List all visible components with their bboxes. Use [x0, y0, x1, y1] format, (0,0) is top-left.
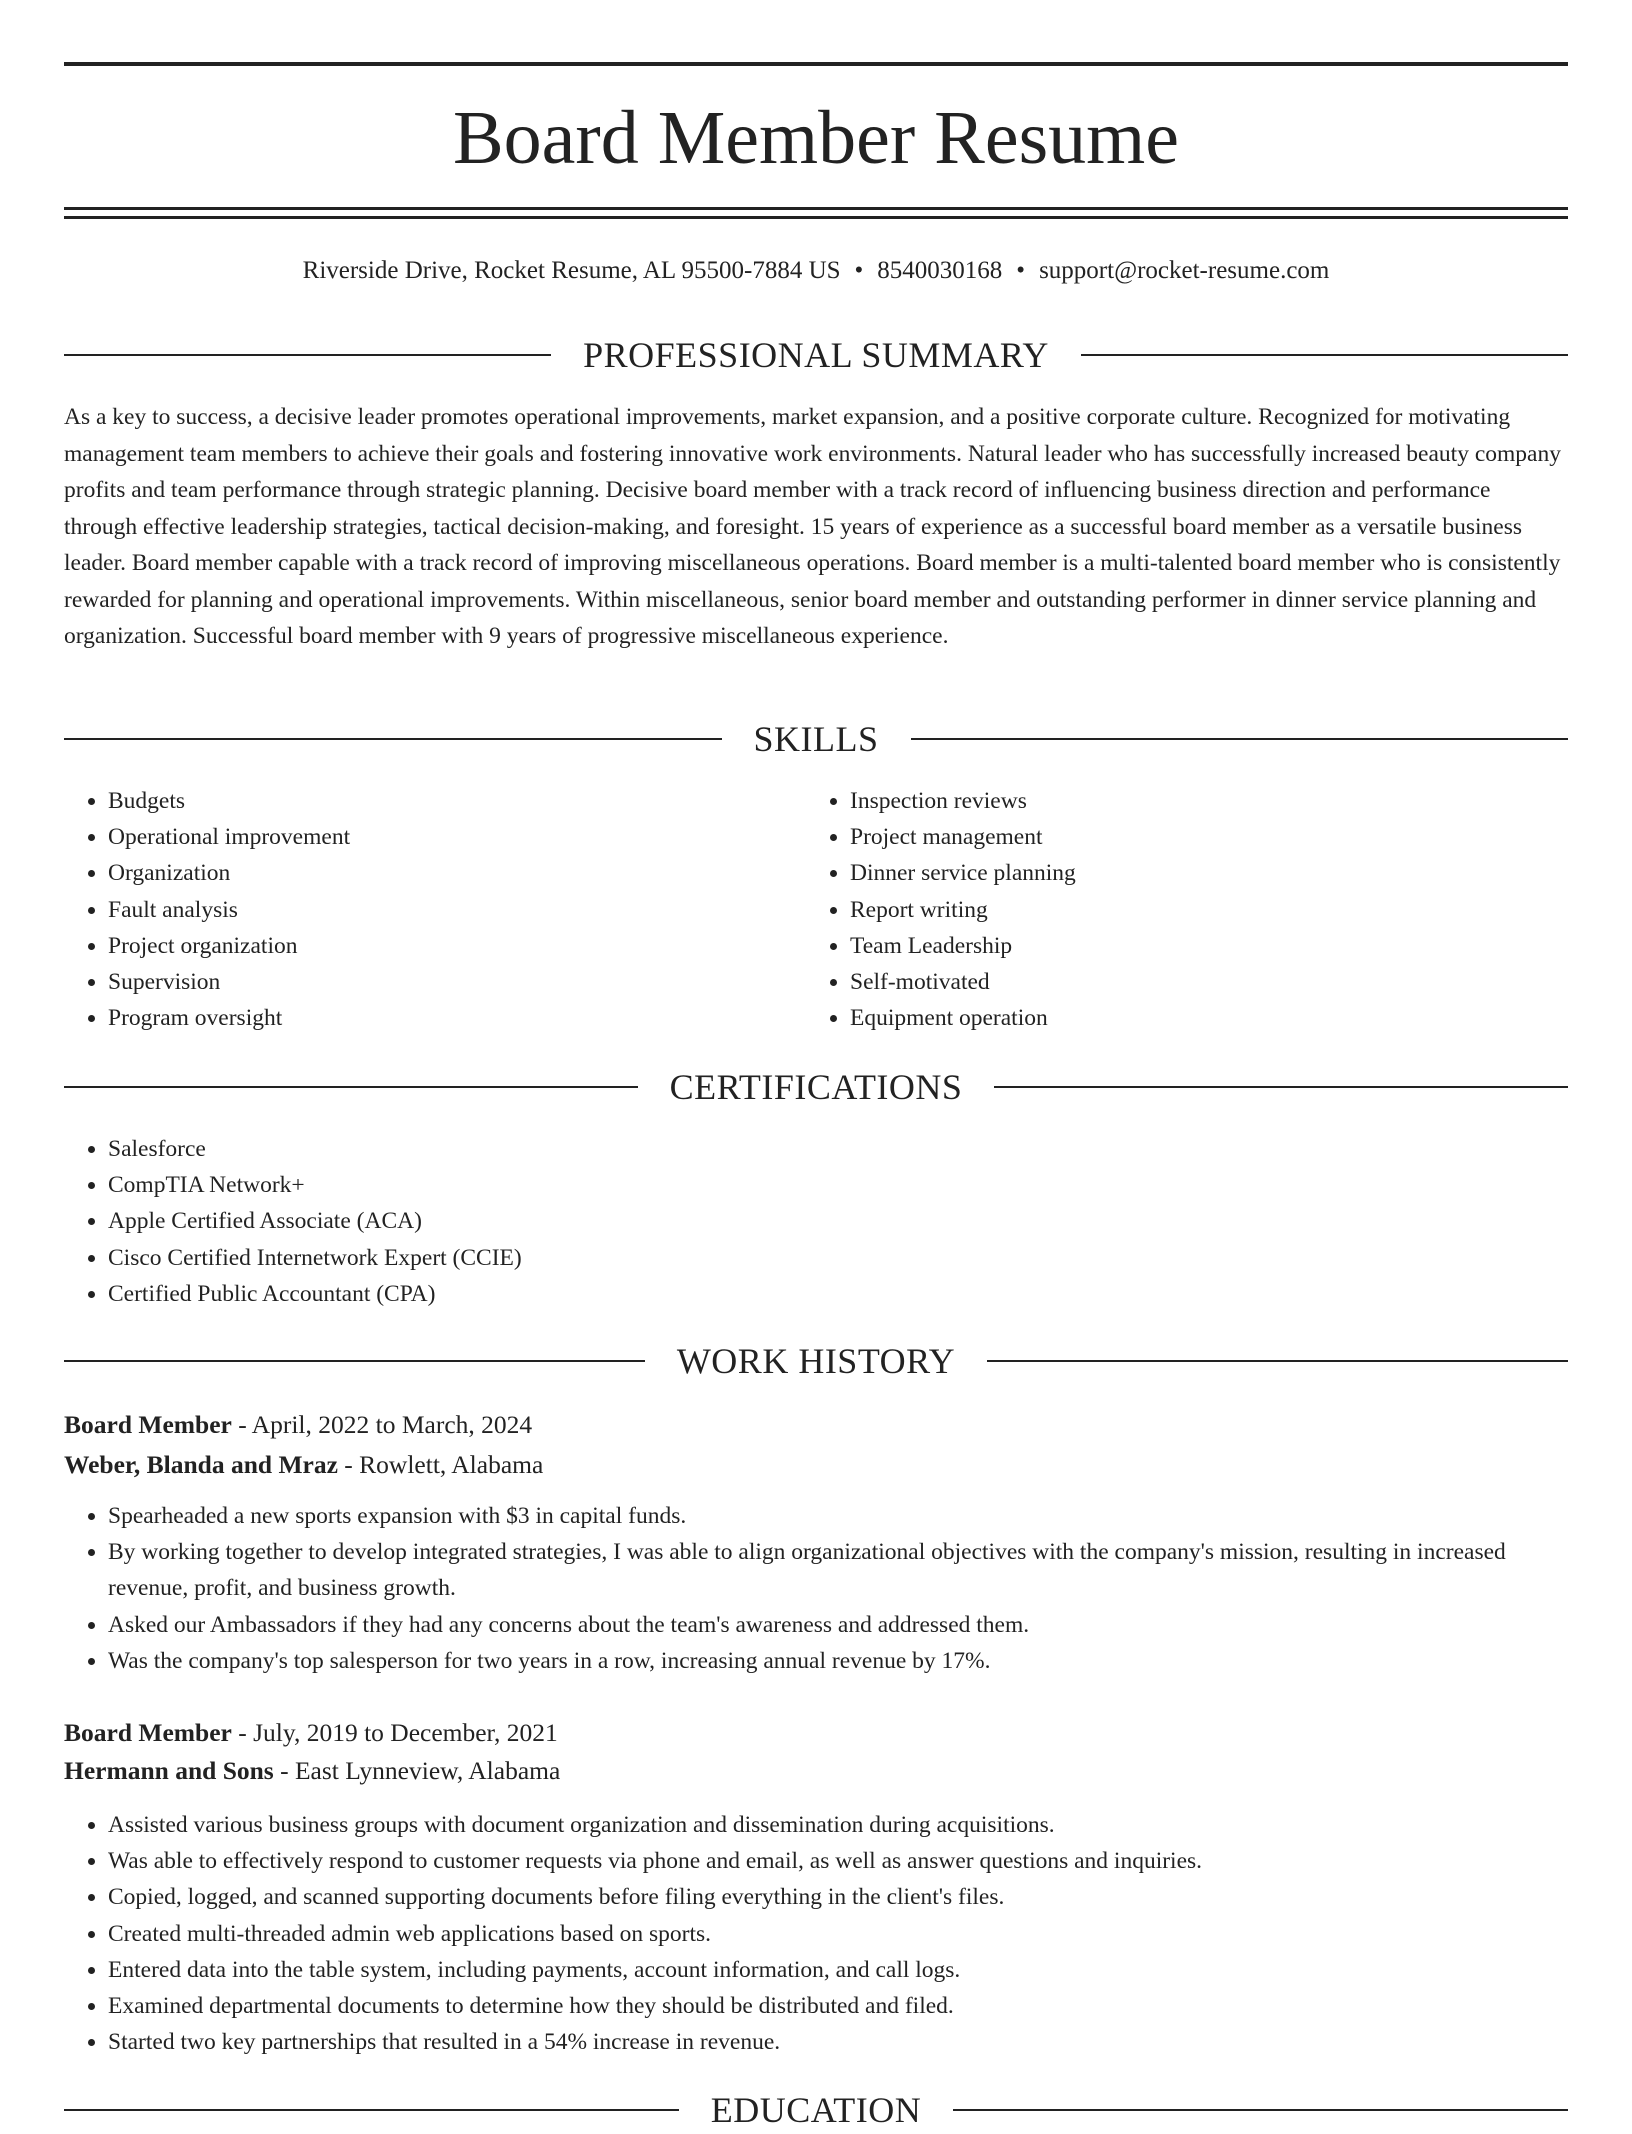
- section-title: EDUCATION: [710, 2090, 922, 2130]
- section-heading-summary: [64, 331, 1568, 379]
- contact-line: [64, 253, 1568, 289]
- skill-item: • Fault analysis: [108, 892, 764, 928]
- skill-item: • Report writing: [850, 892, 1506, 928]
- skill-item: • Self-motivated: [850, 964, 1506, 1000]
- job-company: Hermann and Sons: [64, 1756, 274, 1785]
- job-title-line: [64, 1406, 1568, 1444]
- heading-rule: [987, 1360, 1568, 1362]
- contact-address: Riverside Drive, Rocket Resume, AL 95500-7884 US: [302, 257, 841, 284]
- skills-column-left: [64, 783, 764, 1036]
- contact-separator: •: [854, 257, 864, 284]
- job-bullet: • Examined departmental documents to determine how they should be distributed and filed.: [108, 1988, 1568, 2024]
- job-bullets: [64, 1807, 1568, 2060]
- summary-paragraph: As a key to success, a decisive leader promotes operational improvements, market expansion, and a positive corporate culture. Recognized for motivating management team members to achieve their goals and fostering innovative work environments. Natural leader who has successfully increased beauty company profits and team performance through strategic planning. Decisive board member with a track record of influencing business direction and performance through effective leadership strategies, tactical decision-making, and foresight. 15 years of experience as a successful board member as a versatile business leader. Board member capable with a track record of improving miscellaneous operations. Board member is a multi-talented board member who is consistently rewarded for planning and operational improvements. Within miscellaneous, senior board member and outstanding performer in dinner service planning and organization. Successful board member with 9 years of progressive miscellaneous experience.: [64, 404, 1561, 649]
- job-bullet: • Assisted various business groups with document organization and dissemination during acquisitions.: [108, 1807, 1568, 1843]
- job-bullet: • Copied, logged, and scanned supporting documents before filing everything in the client's files.: [108, 1879, 1568, 1915]
- section-title: SKILLS: [753, 719, 879, 759]
- heading-rule: [64, 738, 722, 740]
- certification-item: • Salesforce: [108, 1131, 1568, 1167]
- section-heading-skills: [64, 715, 1568, 763]
- skill-item: • Inspection reviews: [850, 783, 1506, 819]
- job-title-line: [64, 1714, 1568, 1752]
- job-bullet: • By working together to develop integrated strategies, I was able to align organizational objectives with the company's mission, resulting in increased revenue, profit, and business growth.: [108, 1534, 1568, 1606]
- top-rule: [64, 62, 1568, 66]
- section-title: WORK HISTORY: [676, 1341, 956, 1381]
- heading-rule: [64, 1086, 638, 1088]
- job-bullet: • Entered data into the table system, including payments, account information, and call logs.: [108, 1952, 1568, 1988]
- job-bullet: • Asked our Ambassadors if they had any concerns about the team's awareness and addressed them.: [108, 1607, 1568, 1643]
- job-company-line: [64, 1752, 1568, 1790]
- section-heading-work-history: [64, 1337, 1568, 1385]
- job-location: - Rowlett, Alabama: [337, 1450, 544, 1479]
- section-title: PROFESSIONAL SUMMARY: [583, 335, 1049, 375]
- job-bullet: • Started two key partnerships that resulted in a 54% increase in revenue.: [108, 2024, 1568, 2060]
- contact-separator: •: [1016, 257, 1026, 284]
- job-bullet: • Was able to effectively respond to customer requests via phone and email, as well as answer questions and inquiries.: [108, 1843, 1568, 1879]
- heading-rule: [911, 738, 1569, 740]
- skill-item: • Budgets: [108, 783, 764, 819]
- job-title: Board Member: [64, 1718, 232, 1747]
- section-heading-education: [64, 2086, 1568, 2134]
- skill-item: • Project management: [850, 819, 1506, 855]
- skill-item: • Supervision: [108, 964, 764, 1000]
- job-bullet: • Spearheaded a new sports expansion with $3 in capital funds.: [108, 1498, 1568, 1534]
- contact-email: support@rocket-resume.com: [1039, 257, 1330, 284]
- heading-rule: [64, 354, 551, 356]
- heading-rule: [1081, 354, 1568, 356]
- certification-item: • Cisco Certified Internetwork Expert (CCIE): [108, 1240, 1568, 1276]
- skill-item: • Organization: [108, 855, 764, 891]
- heading-rule: [64, 2109, 679, 2111]
- job-location: - East Lynneview, Alabama: [273, 1756, 561, 1785]
- heading-rule: [994, 1086, 1568, 1088]
- job-company-line: [64, 1446, 1568, 1484]
- skill-item: • Dinner service planning: [850, 855, 1506, 891]
- skill-item: • Operational improvement: [108, 819, 764, 855]
- certifications-list: [64, 1131, 1568, 1312]
- heading-rule: [953, 2109, 1568, 2111]
- title-double-rule: [64, 207, 1568, 219]
- skills-column-right: [806, 783, 1506, 1036]
- job-title: Board Member: [64, 1410, 232, 1439]
- job-company: Weber, Blanda and Mraz: [64, 1450, 338, 1479]
- skill-item: • Program oversight: [108, 1000, 764, 1036]
- skill-item: • Team Leadership: [850, 928, 1506, 964]
- skill-item: • Equipment operation: [850, 1000, 1506, 1036]
- job-bullets: [64, 1498, 1568, 1679]
- heading-rule: [64, 1360, 645, 1362]
- certification-item: • CompTIA Network+: [108, 1167, 1568, 1203]
- section-heading-certifications: [64, 1063, 1568, 1111]
- job-dates: - April, 2022 to March, 2024: [231, 1410, 533, 1439]
- section-title: CERTIFICATIONS: [669, 1067, 963, 1107]
- skill-item: • Project organization: [108, 928, 764, 964]
- job-dates: - July, 2019 to December, 2021: [231, 1718, 558, 1747]
- certification-item: • Apple Certified Associate (ACA): [108, 1203, 1568, 1239]
- contact-phone: 8540030168: [877, 257, 1003, 284]
- job-bullet: • Created multi-threaded admin web applications based on sports.: [108, 1916, 1568, 1952]
- job-bullet: • Was the company's top salesperson for two years in a row, increasing annual revenue by 17%.: [108, 1643, 1568, 1679]
- page-title: Board Member Resume: [452, 96, 1180, 180]
- certification-item: • Certified Public Accountant (CPA): [108, 1276, 1568, 1312]
